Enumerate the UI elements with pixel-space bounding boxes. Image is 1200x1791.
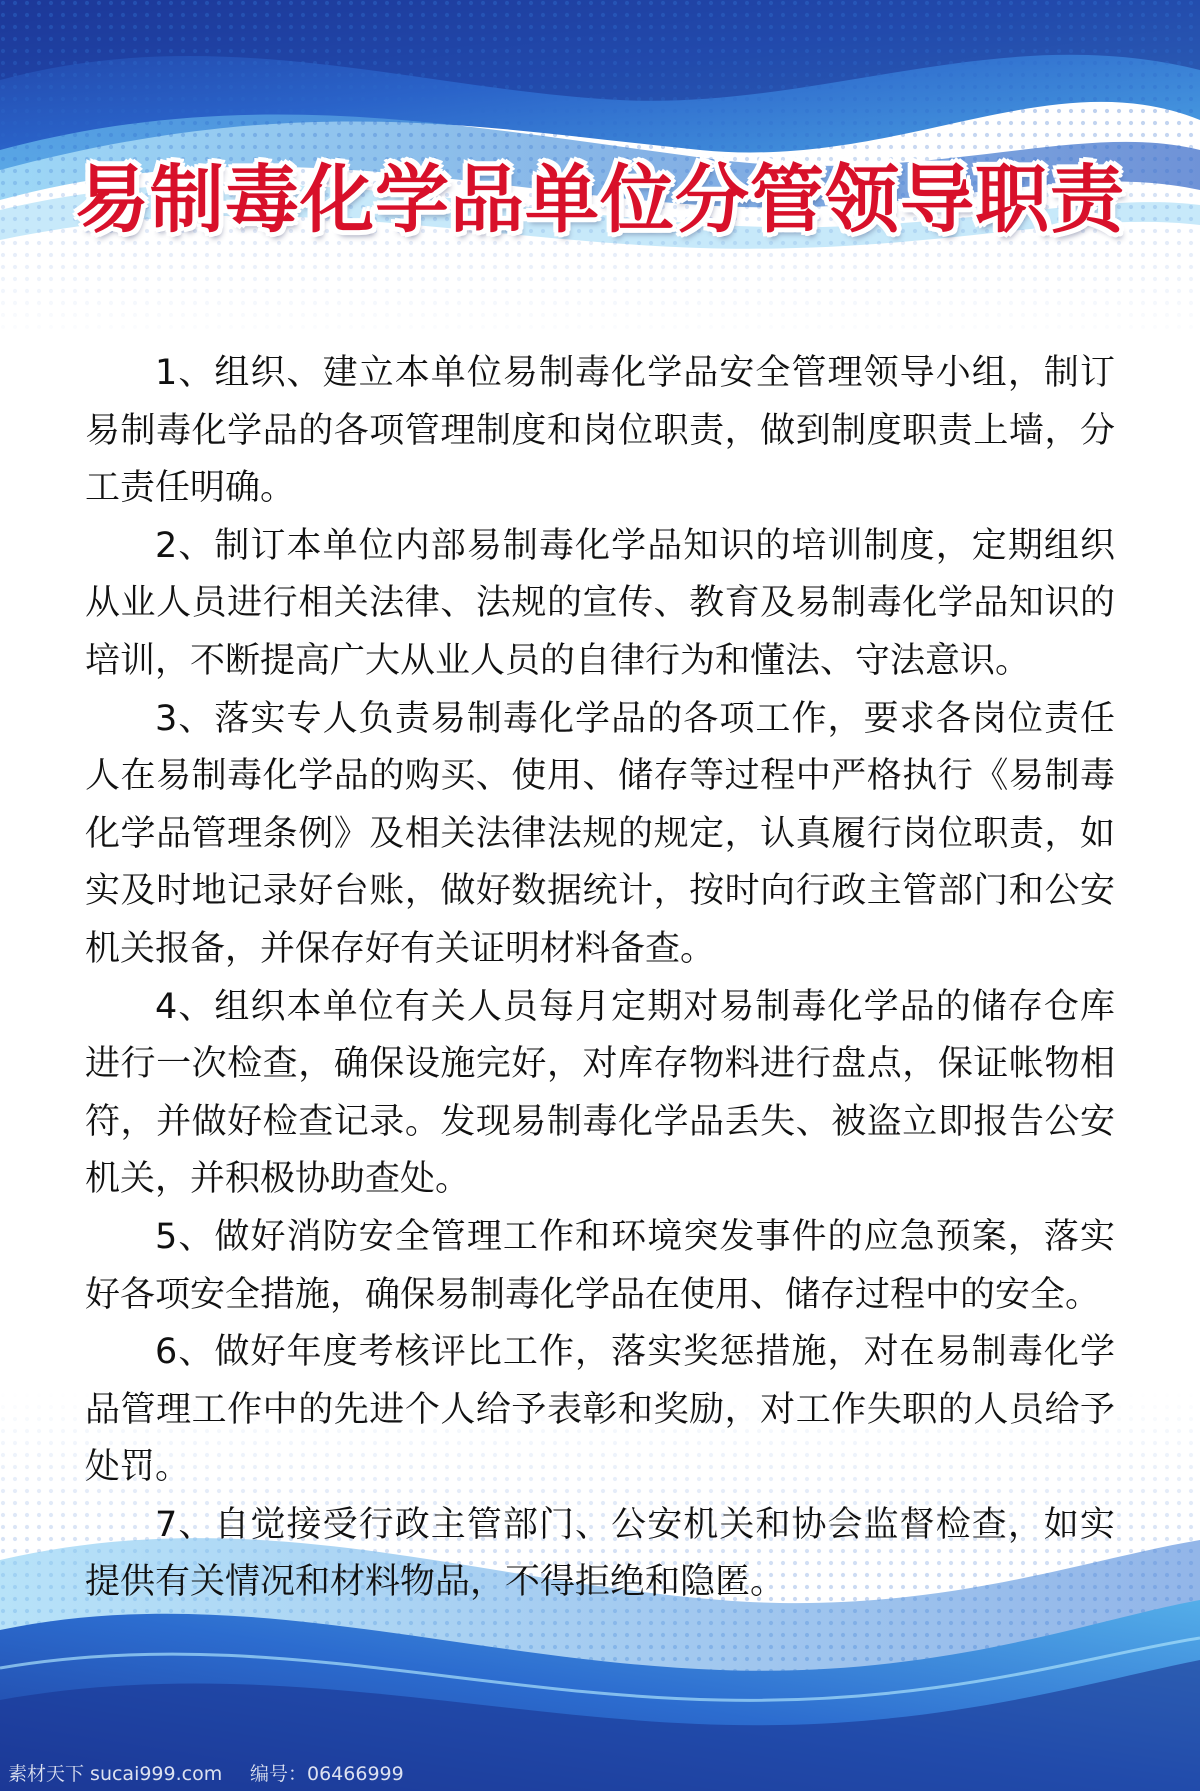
duty-item-5: 5、做好消防安全管理工作和环境突发事件的应急预案，落实好各项安全措施，确保易制毒化学品在使用、储存过程中的安全。 <box>85 1216 1115 1315</box>
duty-item-6: 6、做好年度考核评比工作，落实奖惩措施，对在易制毒化学品管理工作中的先进个人给予表彰和奖励，对工作失职的人员给予处罚。 <box>85 1332 1115 1488</box>
duty-item-4: 4、组织本单位有关人员每月定期对易制毒化学品的储存仓库进行一次检查，确保设施完好，对库存物料进行盘点，保证帐物相符，并做好检查记录。发现易制毒化学品丢失、被盗立即报告公安机关，并积极协助查处。 <box>85 986 1115 1200</box>
watermark-site: 素材天下 sucai999.com <box>8 1763 223 1785</box>
duty-item-1: 1、组织、建立本单位易制毒化学品安全管理领导小组，制订易制毒化学品的各项管理制度和岗位职责，做到制度职责上墙，分工责任明确。 <box>85 353 1115 509</box>
duty-item-7: 7、自觉接受行政主管部门、公安机关和协会监督检查，如实提供有关情况和材料物品，不得拒绝和隐匿。 <box>85 1504 1115 1603</box>
watermark-id: 编号：06466999 <box>250 1763 404 1785</box>
duties-list <box>85 345 1115 1612</box>
duty-item-3: 3、落实专人负责易制毒化学品的各项工作，要求各岗位责任人在易制毒化学品的购买、使用、储存等过程中严格执行《易制毒化学品管理条例》及相关法律法规的规定，认真履行岗位职责，如实及时地记录好台账，做好数据统计，按时向行政主管部门和公安机关报备，并保存好有关证明材料备查。 <box>85 698 1115 969</box>
duty-item-2: 2、制订本单位内部易制毒化学品知识的培训制度，定期组织从业人员进行相关法律、法规的宣传、教育及易制毒化学品知识的培训，不断提高广大从业人员的自律行为和懂法、守法意识。 <box>85 525 1115 681</box>
page-title: 易制毒化学品单位分管领导职责 <box>75 157 1125 243</box>
watermark <box>0 1758 1200 1791</box>
